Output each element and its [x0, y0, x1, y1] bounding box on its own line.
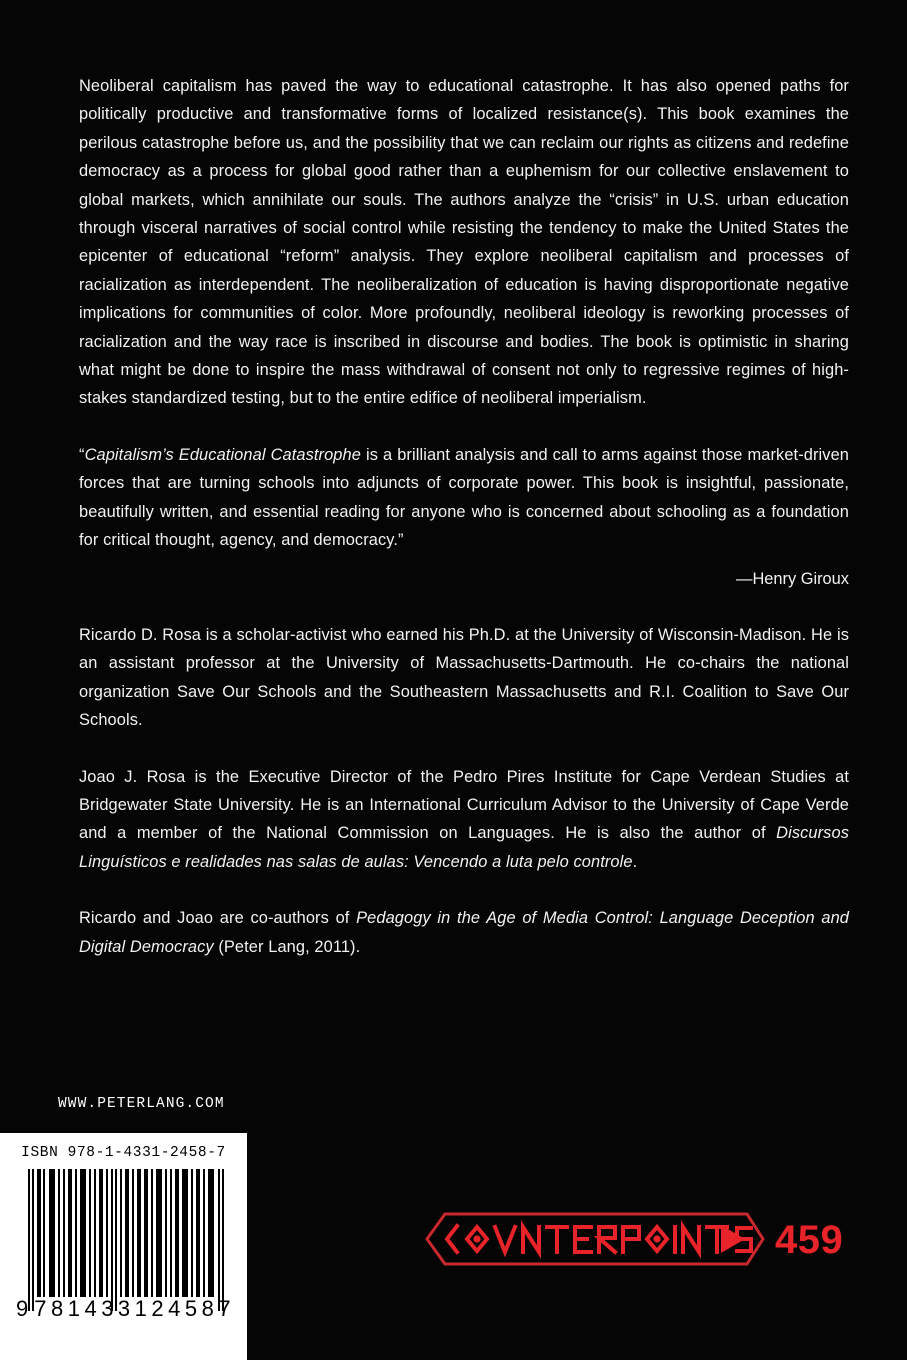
ean-left-group: 781433: [34, 1296, 135, 1321]
author-bio-joao: [79, 763, 849, 877]
isbn-text: ISBN 978-1-4331-2458-7: [21, 1145, 226, 1161]
spacer: [79, 433, 849, 441]
endorsement-open-quote: “: [79, 445, 85, 464]
author-bio-ricardo: Ricardo D. Rosa is a scholar-activist who earned his Ph.D. at the University of Wisconsin-Madison. He is an assistant professor at the University of Massachusetts-Dartmouth. He co-chairs the national organization Save Our Schools and the Southeastern Massachusetts and R.I. Coalition to Save Our Schools.: [79, 625, 849, 730]
counterpoints-series-logo: [425, 1208, 765, 1270]
coauthored-part-2: (Peter Lang, 2011).: [213, 937, 361, 956]
cover-text-content: [79, 72, 849, 981]
endorsement-quote-body: is a brilliant analysis and call to arms against those market-driven forces that are turning schools into adjuncts of corporate power. This book is insightful, passionate, beautifully written, and essential reading for anyone who is concerned about schooling as a foundation for critical thought, agency, and democracy.”: [79, 445, 849, 550]
logo-wordmark: [447, 1226, 751, 1252]
author-bio-joao-part-1: Joao J. Rosa is the Executive Director of the Pedro Pires Institute for Cape Verdean Studies at Bridgewater State University. He is an International Curriculum Advisor to the University of Cape Verde and a member of the National Commission on Languages. He is also the author of: [79, 767, 849, 843]
publisher-website[interactable]: WWW.PETERLANG.COM: [58, 1096, 225, 1112]
ean-digits: [16, 1296, 236, 1322]
spacer: [79, 593, 849, 621]
coauthored-book-title: Pedagogy in the Age of Media Control: Language Deception and Digital Democracy: [79, 909, 849, 956]
ean-first-digit: 9: [16, 1296, 29, 1321]
endorsement-book-title: Capitalism’s Educational Catastrophe: [84, 445, 361, 464]
ean-right-group: 124587: [134, 1296, 236, 1321]
endorsement-quote: [79, 441, 849, 555]
barcode-bars: [28, 1169, 224, 1297]
spacer: [79, 896, 849, 904]
series-volume-number: 459: [775, 1218, 844, 1262]
author-bio-joao-part-2: .: [632, 852, 638, 871]
counterpoints-logo-graphic: [425, 1208, 765, 1270]
logo-dot-o1: [473, 1235, 480, 1242]
coauthored-works: [79, 904, 849, 961]
spacer: [79, 755, 849, 763]
author-bio-joao-book-title: Discursos Linguísticos e realidades nas salas de aulas: Vencendo a luta pelo controle: [79, 824, 849, 871]
blurb-paragraph: Neoliberal capitalism has paved the way to educational catastrophe. It has also opened paths for politically productive and transformative forms of localized resistance(s). This book examines the perilous catastrophe before us, and the possibility that we can reclaim our rights as citizens and redefine democracy as a process for global good rather than a euphemism for our collective enslavement to global markets, which annihilate our souls. The authors analyze the “crisis” in U.S. urban education through visceral narratives of social control while resisting the tendency to make the United States the epicenter of educational “reform” analysis. They explore neoliberal capitalism and processes of racialization as interdependent. The neoliberalization of education is having disproportionate negative implications for communities of color. More profoundly, neoliberal ideology is reworking processes of racialization and the way race is inscribed in discourse and bodies. The book is optimistic in sharing what might be done to inspire the mass withdrawal of consent not only to regressive regimes of high-stakes standardized testing, but to the entire edifice of neoliberal imperialism.: [79, 77, 849, 408]
coauthored-part-1: Ricardo and Joao are co-authors of: [79, 909, 357, 928]
logo-dot-o2: [653, 1235, 660, 1242]
endorsement-attribution: —Henry Giroux: [736, 569, 849, 588]
barcode-block: [0, 1133, 247, 1360]
